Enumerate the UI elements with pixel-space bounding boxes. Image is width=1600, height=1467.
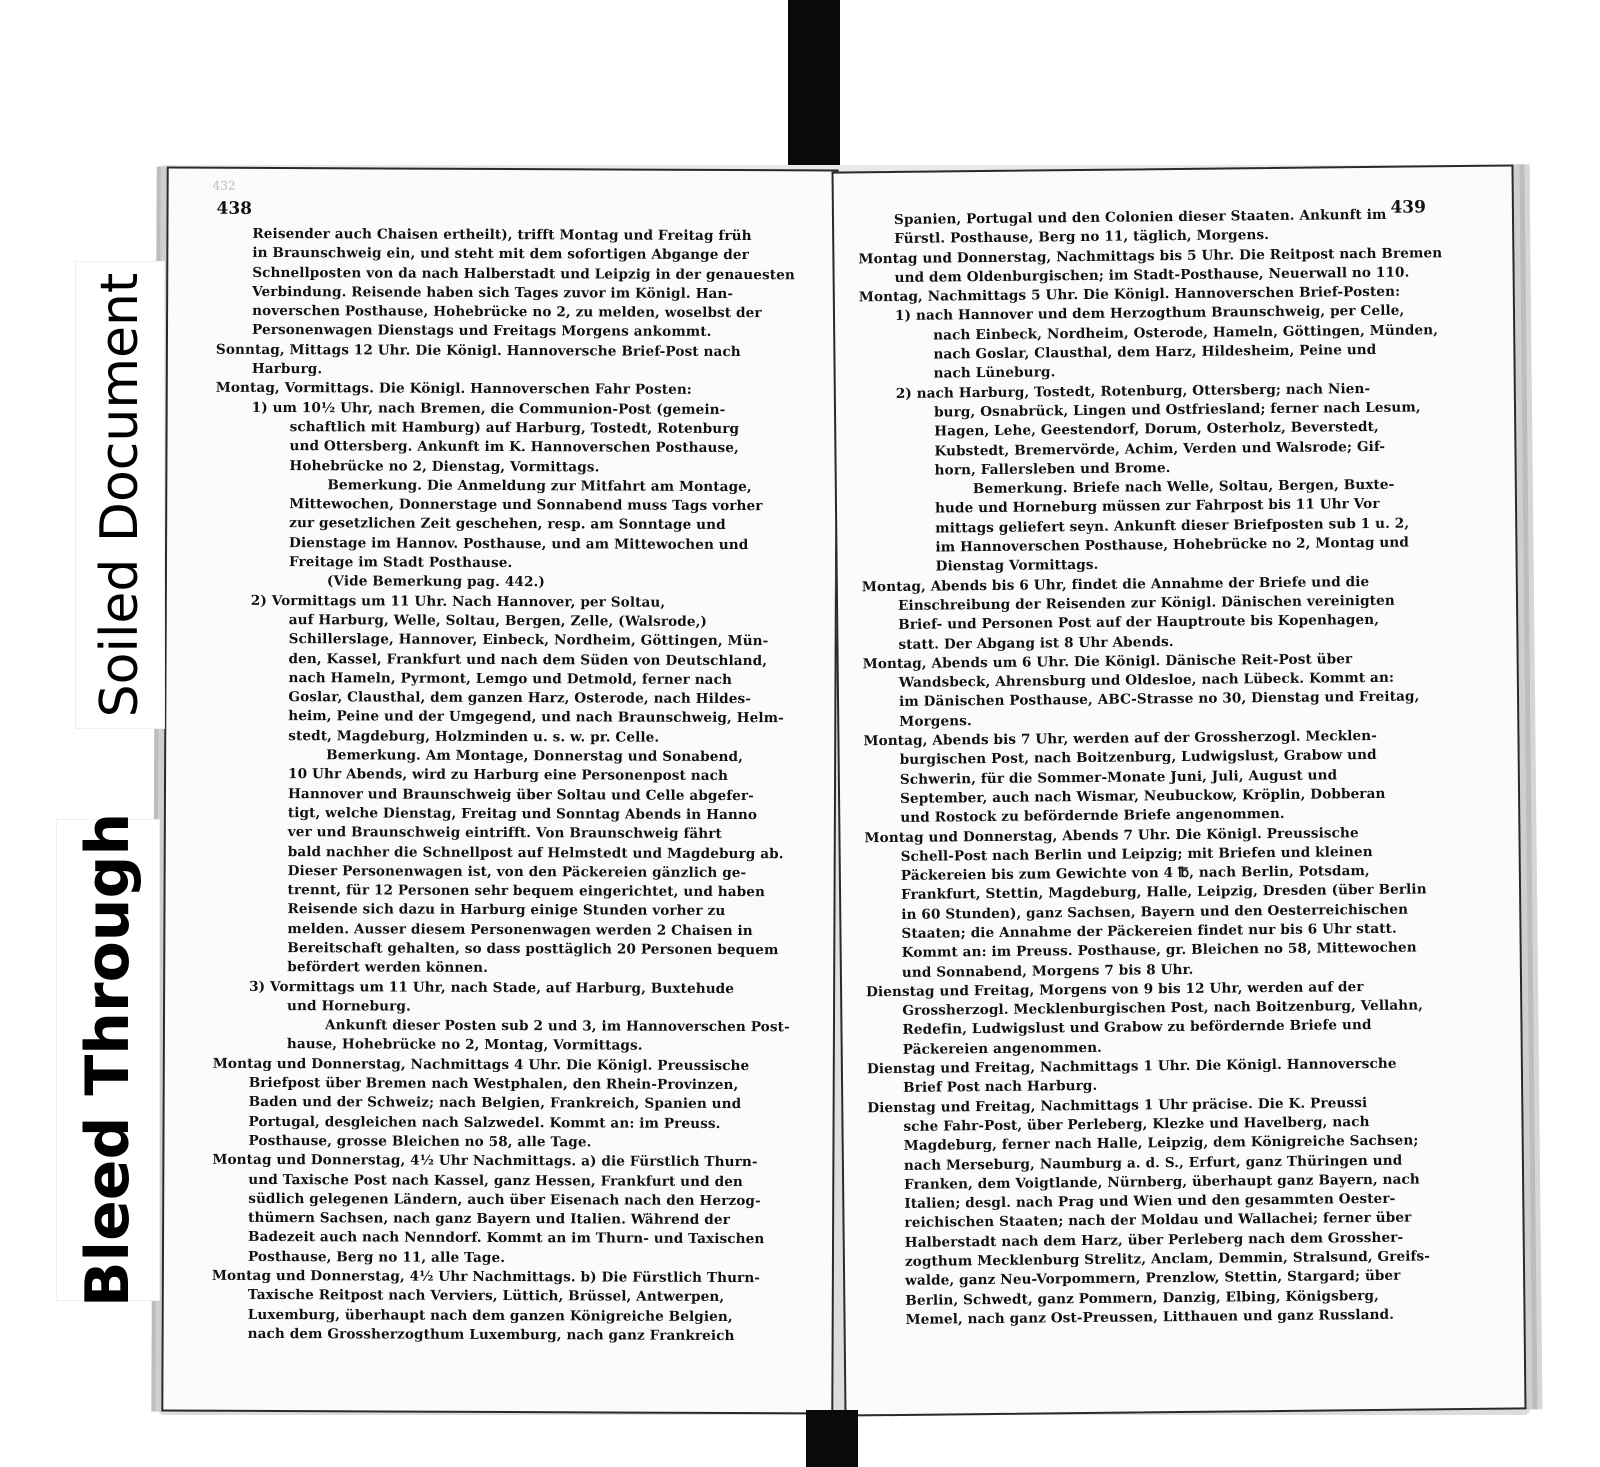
text-line: Verbindung. Reisende haben sich Tages zuvor im Königl. Han-: [252, 283, 734, 302]
binding-strip-bottom: [806, 1410, 858, 1467]
text-line: Berlin, Schwedt, ganz Pommern, Danzig, Elbing, Königsberg,: [905, 1287, 1379, 1309]
text-line: burgischen Post, nach Boitzenburg, Ludwigslust, Grabow und: [899, 747, 1377, 769]
text-line: reichischen Staaten; nach der Moldau und Wallachei; ferner über: [904, 1210, 1412, 1232]
text-line: Schillerslage, Hannover, Einbeck, Nordheim, Göttingen, Mün-: [288, 631, 769, 650]
text-line: Fürstl. Posthause, Berg no 11, täglich, Morgens.: [894, 227, 1270, 248]
text-line: Mittewochen, Donnerstage und Sonnabend muss Tags vorher: [289, 496, 763, 515]
text-line: Briefpost über Bremen nach Westphalen, den Rhein-Provinzen,: [248, 1074, 739, 1094]
text-line: Baden und der Schweiz; nach Belgien, Frankreich, Spanien und: [248, 1094, 742, 1113]
text-line: Grossherzogl. Mecklenburgischen Post, nach Boitzenburg, Vellahn,: [902, 997, 1424, 1020]
text-line: Montag und Donnerstag, Abends 7 Uhr. Die Königl. Preussische: [864, 824, 1359, 846]
text-line: Schell-Post nach Berlin und Leipzig; mit Briefen und kleinen: [900, 843, 1373, 865]
text-line: und Sonnabend, Morgens 7 bis 8 Uhr.: [901, 961, 1194, 981]
text-line: Dienstag und Freitag, Nachmittags 1 Uhr präcise. Die K. Preussi: [867, 1094, 1368, 1116]
text-line: und Rostock zu befördernde Briefe angenommen.: [900, 806, 1285, 827]
text-line: thümern Sachsen, nach ganz Bayern und Italien. Während der: [248, 1210, 730, 1229]
bleed-through-page-number: 432: [212, 178, 236, 193]
text-line: Memel, nach ganz Ost-Preussen, Litthauen und ganz Russland.: [905, 1306, 1395, 1328]
text-line: Schnellposten von da nach Halberstadt und Leipzig in der genauesten: [252, 264, 795, 283]
text-line: Brief Post nach Harburg.: [903, 1078, 1098, 1097]
text-line: Taxische Reitpost nach Verviers, Lüttich, Brüssel, Antwerpen,: [247, 1287, 725, 1306]
text-line: Posthause, Berg no 11, alle Tage.: [247, 1248, 506, 1266]
text-line: Hagen, Lehe, Geestendorf, Dorum, Osterholz, Beverstedt,: [934, 419, 1379, 440]
text-line: bald nachher die Schnellpost auf Helmstedt und Magdeburg ab.: [287, 843, 784, 862]
text-line: 10 Uhr Abends, wird zu Harburg eine Personenpost nach: [288, 766, 729, 785]
soiled-document-text: Soiled Document: [90, 272, 150, 718]
text-line: Einschreibung der Reisenden zur Königl. Dänischen vereinigten: [897, 592, 1395, 614]
text-line: 3) Vormittags um 11 Uhr, nach Stade, auf Harburg, Buxtehude: [249, 978, 735, 997]
text-line: befördert werden können.: [287, 959, 489, 977]
text-line: 1) nach Hannover und dem Herzogthum Braunschweig, per Celle,: [894, 303, 1405, 325]
text-line: mittags geliefert seyn. Ankunft dieser Briefposten sub 1 u. 2,: [935, 515, 1410, 537]
soiled-document-label: [76, 262, 164, 728]
text-line: 1) um 10½ Uhr, nach Bremen, die Communion-Post (gemein-: [251, 399, 726, 418]
text-line: Posthause, grosse Bleichen no 58, alle Tage.: [248, 1132, 592, 1151]
text-line: Frankfurt, Stettin, Magdeburg, Halle, Leipzig, Dresden (über Berlin: [900, 881, 1427, 904]
text-line: südlich gelegenen Ländern, auch über Eisenach nach den Herzog-: [248, 1190, 761, 1209]
text-line: zur gesetzlichen Zeit geschehen, resp. am Sonntage und: [289, 515, 726, 534]
text-line: 2) nach Harburg, Tostedt, Rotenburg, Ottersberg; nach Nien-: [895, 380, 1371, 402]
text-line: hude und Horneburg müssen zur Fahrpost bis 11 Uhr Vor: [934, 496, 1380, 517]
text-line: Harburg.: [251, 360, 323, 378]
text-line: nach dem Grossherzogthum Luxemburg, nach ganz Frankreich: [247, 1325, 735, 1344]
text-line: walde, ganz Neu-Vorpommern, Prenzlow, Stettin, Stargard; über: [905, 1268, 1401, 1290]
text-line: Dieser Personenwagen ist, von den Päckereien gänzlich ge-: [287, 862, 747, 881]
text-line: Goslar, Clausthal, dem ganzen Harz, Osterode, nach Hildes-: [288, 689, 752, 708]
text-line: Magdeburg, ferner nach Halle, Leipzig, dem Königreiche Sachsen;: [903, 1132, 1419, 1155]
text-line: Sonntag, Mittags 12 Uhr. Die Königl. Hannoversche Brief-Post nach: [215, 341, 741, 360]
text-line: Schwerin, für die Sommer-Monate Juni, Juli, August und: [899, 766, 1338, 788]
text-line: Bemerkung. Die Anmeldung zur Mitfahrt am Montage,: [327, 477, 752, 495]
text-line: Personenwagen Dienstags und Freitags Morgens ankommt.: [251, 322, 712, 341]
text-line: Hohebrücke no 2, Dienstag, Vormittags.: [289, 457, 600, 475]
text-line: auf Harburg, Welle, Soltau, Bergen, Zelle, (Walsrode,): [288, 612, 708, 630]
page-number-left: 438: [216, 198, 253, 219]
text-line: den, Kassel, Frankfurt und nach dem Süden von Deutschland,: [288, 650, 768, 669]
text-line: Morgens.: [899, 712, 972, 730]
text-line: Luxemburg, überhaupt nach dem ganzen Königreiche Belgien,: [247, 1306, 733, 1325]
text-line: tigt, welche Dienstag, Freitag und Sonntag Abends in Hanno: [287, 804, 758, 824]
left-page-text: [212, 225, 805, 1347]
text-line: horn, Fallersleben und Brome.: [934, 459, 1171, 479]
text-line: Montag und Donnerstag, Nachmittags 4 Uhr. Die Königl. Preussische: [212, 1055, 750, 1074]
text-line: Päckereien bis zum Gewichte von 4 ℔, nach Berlin, Potsdam,: [900, 863, 1370, 885]
binding-strip-top: [788, 0, 840, 172]
text-line: schaftlich mit Hamburg) auf Harburg, Tostedt, Rotenburg: [289, 419, 740, 438]
text-line: Montag und Donnerstag, Nachmittags bis 5 Uhr. Die Reitpost nach Bremen: [858, 244, 1443, 267]
text-line: Wandsbeck, Ahrensburg und Oldesloe, nach Lübeck. Kommt an:: [898, 669, 1395, 692]
text-line: Reisende sich dazu in Harburg einige Stunden vorher zu: [287, 901, 726, 920]
bleed-through-label: [57, 812, 159, 1308]
text-line: ver und Braunschweig eintrifft. Von Braunschweig fährt: [287, 824, 722, 843]
text-line: stedt, Magdeburg, Holzminden u. s. w. pr. Celle.: [288, 727, 660, 746]
text-line: nach Einbeck, Nordheim, Osterode, Hameln, Göttingen, Münden,: [933, 322, 1439, 344]
text-line: Montag, Abends um 6 Uhr. Die Königl. Dänische Reit-Post über: [862, 651, 1353, 673]
text-line: Montag, Nachmittags 5 Uhr. Die Königl. Hannoverschen Brief-Posten:: [858, 283, 1401, 306]
text-line: Badezeit auch nach Nenndorf. Kommt an im Thurn- und Taxischen: [248, 1229, 765, 1248]
page-number-right: 439: [1390, 197, 1427, 218]
text-line: Redefin, Ludwigslust und Grabow zu befördernde Briefe und: [902, 1017, 1372, 1039]
text-line: Bemerkung. Briefe nach Welle, Soltau, Bergen, Buxte-: [972, 476, 1395, 498]
text-line: Montag und Donnerstag, 4½ Uhr Nachmittags. b) Die Fürstlich Thurn-: [211, 1267, 761, 1287]
right-page-text: [858, 205, 1470, 1330]
text-line: Franken, dem Voigtlande, Nürnberg, überhaupt ganz Bayern, nach: [904, 1171, 1420, 1193]
text-line: Kommt an: im Preuss. Posthause, gr. Bleichen no 58, Mittewochen: [901, 939, 1417, 962]
text-line: Staaten; die Annahme der Päckereien findet nur bis 6 Uhr statt.: [901, 920, 1397, 942]
text-line: Bemerkung. Am Montage, Donnerstag und Sonabend,: [326, 747, 744, 766]
text-line: und dem Oldenburgischen; im Stadt-Posthause, Neuerwall no 110.: [894, 264, 1410, 286]
text-line: Spanien, Portugal und den Colonien dieser Staaten. Ankunft im: [893, 206, 1387, 228]
text-line: Dienstag und Freitag, Morgens von 9 bis 12 Uhr, werden auf der: [866, 978, 1364, 1001]
text-line: und Taxische Post nach Kassel, ganz Hessen, Frankfurt und den: [248, 1171, 743, 1190]
text-line: trennt, für 12 Personen sehr bequem eingerichtet, und haben: [287, 882, 766, 901]
text-line: statt. Der Abgang ist 8 Uhr Abends.: [898, 633, 1174, 653]
text-line: burg, Osnabrück, Lingen und Ostfriesland; ferner nach Lesum,: [933, 399, 1421, 421]
text-line: Päckereien angenommen.: [902, 1039, 1103, 1058]
text-line: September, auch nach Wismar, Neubuckow, Kröplin, Dobberan: [899, 785, 1386, 807]
text-line: und Ottersberg. Ankunft im K. Hannoverschen Posthause,: [289, 438, 739, 457]
text-line: nach Hameln, Pyrmont, Lemgo und Detmold, ferner nach: [288, 669, 733, 688]
text-line: 2) Vormittags um 11 Uhr. Nach Hannover, per Soltau,: [250, 592, 666, 611]
text-line: Kubstedt, Bremervörde, Achim, Verden und Walsrode; Gif-: [934, 438, 1386, 460]
text-line: Dienstag Vormittags.: [935, 557, 1099, 575]
text-line: nach Merseburg, Naumburg a. d. S., Erfurt, ganz Thüringen und: [903, 1152, 1403, 1174]
text-line: Montag, Abends bis 7 Uhr, werden auf der Grossherzogl. Mecklen-: [863, 727, 1378, 750]
text-line: Halberstadt nach dem Harz, über Perleberg nach dem Grossher-: [904, 1229, 1404, 1251]
text-line: im Dänischen Posthause, ABC-Strasse no 30, Dienstag und Freitag,: [898, 688, 1420, 711]
text-line: Hannover und Braunschweig über Soltau und Celle abgefer-: [287, 785, 754, 804]
text-line: zogthum Mecklenburg Strelitz, Anclam, Demmin, Stralsund, Greifs-: [904, 1248, 1431, 1270]
text-line: Montag und Donnerstag, 4½ Uhr Nachmittags. a) die Fürstlich Thurn-: [212, 1151, 758, 1171]
text-line: und Horneburg.: [287, 997, 411, 1015]
bleed-through-text: Bleed Through: [73, 812, 143, 1308]
text-line: Freitage im Stadt Posthause.: [288, 554, 513, 572]
text-line: Italien; desgl. nach Prag und Wien und den gesammten Oester-: [904, 1190, 1396, 1213]
text-line: Portugal, desgleichen nach Salzwedel. Kommt an: im Preuss.: [248, 1113, 721, 1132]
text-line: Montag, Vormittags. Die Königl. Hannoverschen Fahr Posten:: [215, 380, 692, 399]
text-line: Ankunft dieser Posten sub 2 und 3, im Hannoverschen Post-: [324, 1017, 790, 1036]
text-line: in Braunschweig ein, und steht mit dem sofortigen Abgange der: [252, 245, 749, 264]
left-page: [161, 167, 838, 1415]
right-page: [832, 164, 1527, 1416]
text-line: im Hannoverschen Posthause, Hohebrücke no 2, Montag und: [935, 534, 1410, 556]
text-line: Dienstage im Hannov. Posthause, und am Mittewochen und: [289, 534, 749, 553]
text-line: noverschen Posthause, Hohebrücke no 2, zu melden, woselbst der: [252, 303, 762, 322]
text-line: Brief- und Personen Post auf der Hauptroute bis Kopenhagen,: [898, 612, 1380, 634]
text-line: Bereitschaft gehalten, so dass posttäglich 20 Personen bequem: [287, 940, 779, 959]
text-line: Montag, Abends bis 6 Uhr, findet die Annahme der Briefe und die: [861, 573, 1370, 595]
text-line: (Vide Bemerkung pag. 442.): [326, 573, 545, 591]
text-line: Dienstag und Freitag, Nachmittags 1 Uhr. Die Königl. Hannoversche: [866, 1055, 1397, 1078]
text-line: heim, Peine und der Umgegend, und nach Braunschweig, Helm-: [288, 708, 784, 727]
text-line: Reisender auch Chaisen ertheilt), trifft Montag und Freitag früh: [252, 225, 752, 245]
text-line: hause, Hohebrücke no 2, Montag, Vormittags.: [286, 1036, 643, 1055]
text-line: in 60 Stunden), ganz Sachsen, Bayern und den Oesterreichischen: [901, 901, 1409, 923]
text-line: melden. Ausser diesem Personenwagen werden 2 Chaisen in: [287, 920, 753, 939]
text-line: nach Lüneburg.: [933, 364, 1056, 382]
text-line: nach Goslar, Clausthal, dem Harz, Hildesheim, Peine und: [933, 341, 1377, 363]
text-line: sche Fahr-Post, über Perleberg, Klezke und Havelberg, nach: [903, 1113, 1370, 1135]
